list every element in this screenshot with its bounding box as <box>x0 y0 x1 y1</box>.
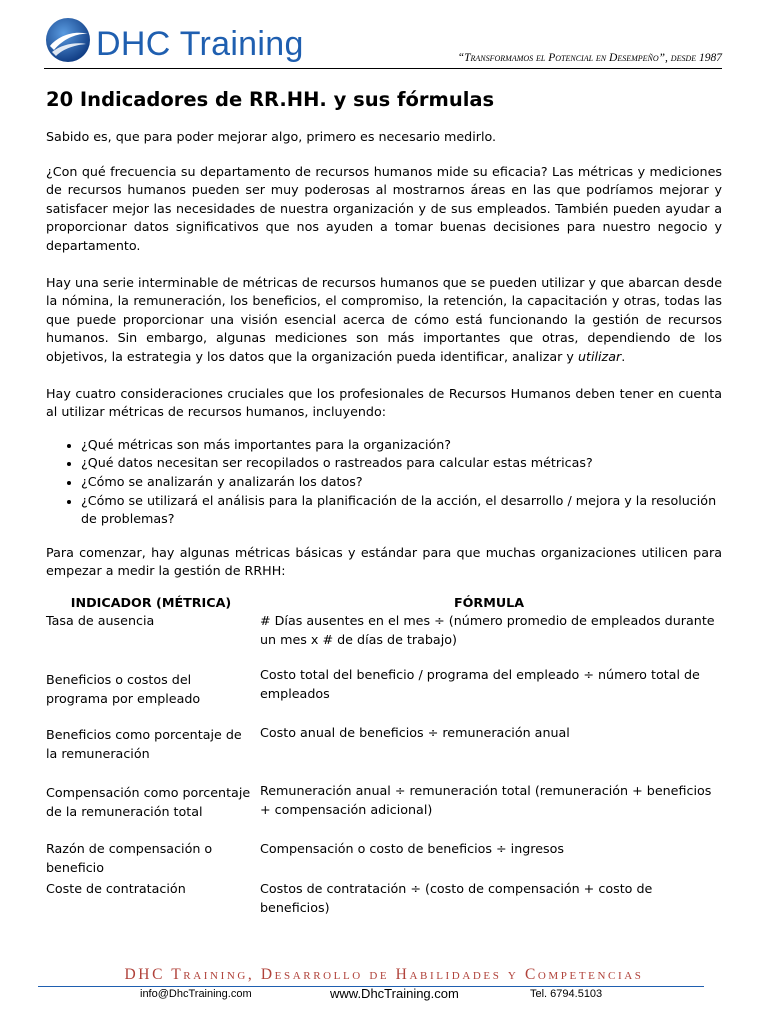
dhc-logo-icon <box>44 16 92 64</box>
formula-cell: Costo total del beneficio / programa del empleado ÷ número total de empleados <box>260 667 700 702</box>
document-body <box>46 86 722 918</box>
footer-website: www.DhcTraining.com <box>330 986 459 1001</box>
tagline: “Transformamos el Potencial en Desempeño”, desde 1987 <box>457 52 722 64</box>
formula-cell: Costo anual de beneficios ÷ remuneración anual <box>260 725 570 741</box>
list-item: • ¿Qué métricas son más importantes para la organización? <box>81 436 722 455</box>
indicator-cell: Razón de compensación o beneficio <box>46 841 213 876</box>
brand-name: DHC Training <box>96 25 304 63</box>
footer-email: info@DhcTraining.com <box>140 988 252 1000</box>
header-divider <box>44 68 722 69</box>
indicator-cell: Compensación como porcentaje de la remuneración total <box>46 785 251 820</box>
paragraph-3-italic: utilizar <box>577 348 622 364</box>
paragraph-1: Sabido es, que para poder mejorar algo, primero es necesario medirlo. <box>46 129 497 144</box>
table-row <box>46 880 722 917</box>
paragraph-2: ¿Con qué frecuencia su departamento de recursos humanos mide su eficacia? Las métricas y mediciones de recursos humanos pueden ser muy poderosas al mostrarnos áreas en las que podríamos mejorar y satisfacer mejor las necesidades de nuestra organización y de sus empleados. También pueden ayudar a proporcionar datos significativos que nos ayuden a tomar buenas decisiones para nuestro negocio y departamento. <box>46 163 722 253</box>
considerations-list <box>46 436 722 529</box>
table-row <box>46 724 722 782</box>
list-item: • ¿Cómo se utilizará el análisis para la planificación de la acción, el desarrollo / mejora y la resolución de problemas? <box>81 492 722 529</box>
document-title: 20 Indicadores de RR.HH. y sus fórmulas <box>46 88 495 111</box>
table-header-row <box>46 594 722 613</box>
column-header-indicator: INDICADOR (MÉTRICA) <box>70 594 232 610</box>
footer-title <box>0 966 768 984</box>
paragraph-4: Hay cuatro consideraciones cruciales que los profesionales de Recursos Humanos deben tener en cuenta al utilizar métricas de recursos humanos, incluyendo: <box>46 385 722 420</box>
list-item: • ¿Cómo se analizarán y analizarán los datos? <box>81 473 722 492</box>
table-row <box>46 782 722 840</box>
formula-cell: Remuneración anual ÷ remuneración total (remuneración + beneficios + compensación adicional) <box>260 783 712 818</box>
table-row <box>46 666 722 724</box>
indicator-cell: Coste de contratación <box>46 881 186 897</box>
formula-cell: Costos de contratación ÷ (costo de compensación + costo de beneficios) <box>260 881 653 916</box>
paragraph-3: Hay una serie interminable de métricas de recursos humanos que se pueden utilizar y que abarcan desde la nómina, la remuneración, los beneficios, el compromiso, la retención, la capacitación y otras, todas las que puede proporcionar una visión esencial acerca de cómo está funcionando la gestión de recursos humanos. Sin embargo, algunas mediciones son más importantes que otras, dependiendo de los objetivos, la estrategia y los datos que la organización pueda identificar, analizar y utilizar. <box>46 274 722 364</box>
table-row <box>46 840 722 880</box>
indicator-cell: Beneficios como porcentaje de la remuneración <box>46 727 242 762</box>
footer-phone: Tel. 6794.5103 <box>530 988 603 1000</box>
footer-title-text: DHC Training, Desarrollo de Habilidades y Competencias <box>124 966 644 983</box>
table-intro: Para comenzar, hay algunas métricas básicas y estándar para que muchas organizaciones utilicen para empezar a medir la gestión de RRHH: <box>46 544 722 579</box>
formula-cell: # Días ausentes en el mes ÷ (número promedio de empleados durante un mes x # de días de trabajo) <box>260 613 715 648</box>
table-row <box>46 612 722 666</box>
formula-cell: Compensación o costo de beneficios ÷ ingresos <box>260 841 565 857</box>
indicator-cell: Beneficios o costos del programa por empleado <box>46 672 201 707</box>
list-item: • ¿Qué datos necesitan ser recopilados o rastreados para calcular estas métricas? <box>81 454 722 473</box>
column-header-formula: FÓRMULA <box>453 594 525 610</box>
indicators-table <box>46 594 722 918</box>
page-header <box>0 0 768 75</box>
indicator-cell: Tasa de ausencia <box>46 613 155 629</box>
paragraph-3-text: Hay una serie interminable de métricas de recursos humanos que se pueden utilizar y que abarcan desde la nómina, la remuneración, los beneficios, el compromiso, la retención, la capacitación y otras, todas las que puede proporcionar una visión esencial acerca de cómo está funcionando la gestión de recursos humanos. Sin embargo, algunas mediciones son más importantes que otras, dependiendo de los objetivos, la estrategia y los datos que la organización pueda identificar, analizar y <box>46 274 722 364</box>
